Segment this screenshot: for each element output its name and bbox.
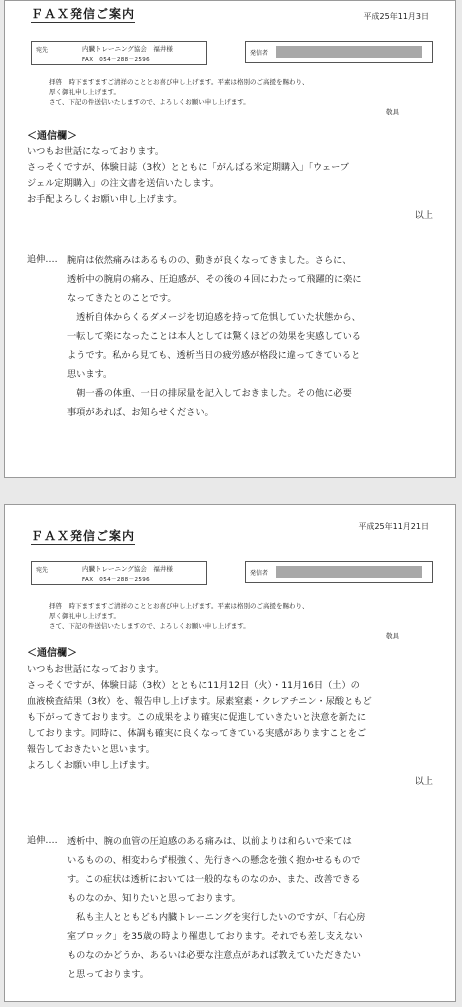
body-line: いつもお世話になっております。	[27, 664, 165, 675]
greeting-block	[49, 601, 429, 641]
recipient-fax: FAX 054－288－2596	[82, 577, 151, 583]
redacted-sender	[276, 46, 422, 58]
postscript-line: 私も主人とともども内臓トレーニングを実行したいのですが、「右心房	[67, 912, 366, 923]
postscript-line: 透析中、腕の血管の圧迫感のある痛みは、以前よりは和らいで来ては	[67, 836, 352, 847]
greeting-line: 拝啓 時下ますますご清祥のこととお喜び申し上げます。平素は格別のご高援を賜わり、	[49, 78, 309, 86]
sender-box	[245, 561, 433, 583]
recipient-box	[31, 561, 207, 585]
body-line: も下がってきております。この成果をより確実に促進していきたいと決意を新たに	[27, 712, 367, 723]
postscript-line: ものなのかどうか、あるいは必要な注意点があれば教えていただきたい	[67, 950, 361, 961]
body-line: いつもお世話になっております。	[27, 146, 165, 157]
body-line: お手配よろしくお願い申し上げます。	[27, 194, 183, 205]
body-end-mark: 以上	[414, 210, 433, 221]
recipient-name: 内臓トレーニング協会 福井様	[82, 45, 173, 53]
message-body	[27, 144, 437, 224]
postscript-line: す。この症状は透析においては一般的なものなのか、また、改善できる	[67, 874, 361, 885]
greeting-closing: 敬具	[386, 108, 399, 116]
postscript-line: ものなのか、知りたいと思っております。	[67, 893, 241, 904]
body-line: 報告しておきたいと思います。	[27, 744, 155, 755]
fax-title: ＦＡＸ発信ご案内	[31, 529, 136, 543]
greeting-line: 厚く御礼申し上げます。	[49, 88, 120, 96]
postscript-line: 腕肩は依然痛みはあるものの、動きが良くなってきました。さらに、	[67, 255, 352, 266]
greeting-line: さて、下記の件送信いたしますので、よろしくお願い申し上げます。	[49, 98, 250, 106]
postscript-line: と思っております。	[67, 969, 149, 980]
recipient-box	[31, 41, 207, 65]
postscript-line: 朝一番の体重、一日の排尿量を記入しておきました。その他に必要	[67, 388, 352, 399]
recipient-fax: FAX 054－288－2596	[82, 57, 151, 63]
body-line: しております。同時に、体調も確実に良くなってきている実感がありますことをご	[27, 728, 367, 739]
body-line: さっそくですが、体験日誌（3枚）とともに「がんばる米定期購入」「ウェーブ	[27, 162, 349, 173]
body-line: ジェル定期購入」の注文書を送信いたします。	[27, 178, 220, 189]
body-line: よろしくお願い申し上げます。	[27, 760, 155, 771]
postscript-line: 思います。	[67, 369, 113, 380]
postscript-body	[67, 832, 439, 984]
redacted-sender	[276, 566, 422, 578]
fax-date: 平成25年11月3日	[363, 12, 429, 21]
greeting-block	[49, 77, 429, 117]
fax-date: 平成25年11月21日	[358, 522, 429, 531]
postscript-line: なってきたとのことです。	[67, 293, 177, 304]
postscript-label: 追伸‥‥	[27, 835, 58, 846]
body-line: 血液検査結果（3枚）を、報告申し上げます。尿素窒素・クレアチニン・尿酸ともど	[27, 696, 372, 707]
postscript-line: 室ブロック」を35歳の時より罹患しております。それでも差し支えない	[67, 931, 363, 942]
greeting-line: 拝啓 時下ますますご清祥のこととお喜び申し上げます。平素は格別のご高援を賜わり、	[49, 602, 309, 610]
postscript-line: 透析自体からくるダメージを切迫感を持って危惧していた状態から、	[67, 312, 361, 323]
recipient-label: 宛先	[36, 47, 49, 54]
postscript-line: 一転して楽になったことは本人としては驚くほどの効果を実感している	[67, 331, 361, 342]
sender-box	[245, 41, 433, 63]
recipient-label: 宛先	[36, 567, 49, 574]
sender-label: 発信者	[250, 570, 269, 577]
recipient-name: 内臓トレーニング協会 福井様	[82, 565, 173, 573]
greeting-line: さて、下記の件送信いたしますので、よろしくお願い申し上げます。	[49, 622, 250, 630]
section-heading: ＜通信欄＞	[27, 131, 77, 142]
postscript-line: ようです。私から見ても、透析当日の疲労感が格段に違ってきていると	[67, 350, 361, 361]
body-end-mark: 以上	[414, 776, 433, 787]
section-heading: ＜通信欄＞	[27, 648, 77, 659]
fax-page-1	[4, 0, 456, 478]
fax-page-2	[4, 504, 456, 1002]
greeting-line: 厚く御礼申し上げます。	[49, 612, 120, 620]
postscript-line: いるものの、相変わらず根強く、先行きへの懸念を強く抱かせるもので	[67, 855, 361, 866]
postscript-body	[67, 251, 439, 422]
message-body	[27, 662, 437, 790]
sender-label: 発信者	[250, 50, 269, 57]
body-line: さっそくですが、体験日誌（3枚）とともに11月12日（火）・11月16日（土）の	[27, 680, 360, 691]
postscript-line: 透析中の腕肩の痛み、圧迫感が、その後の４回にわたって飛躍的に楽に	[67, 274, 362, 285]
postscript-line: 事項があれば、お知らせください。	[67, 407, 214, 418]
postscript-label: 追伸‥‥	[27, 254, 58, 265]
fax-title: ＦＡＸ発信ご案内	[31, 7, 136, 21]
greeting-closing: 敬具	[386, 632, 399, 640]
